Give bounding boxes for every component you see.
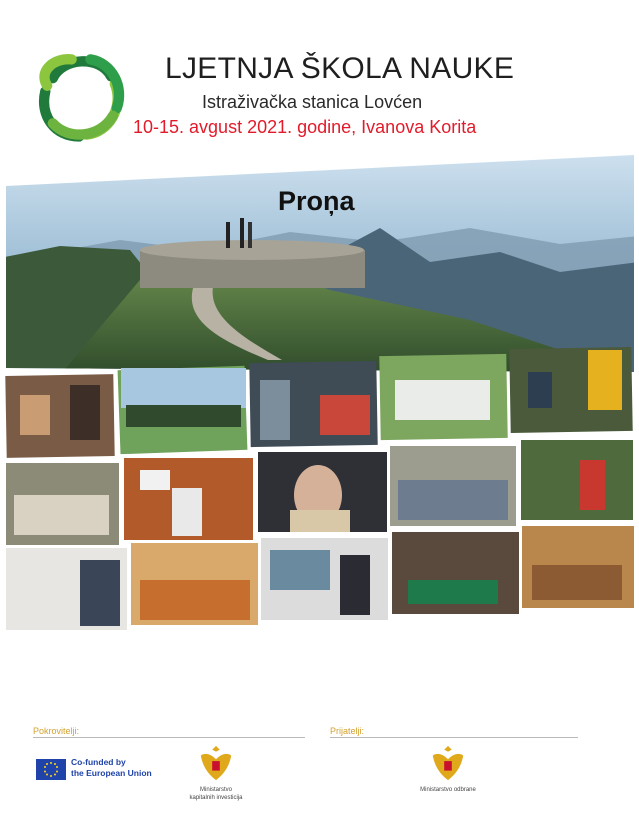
ministry-defence-caption: Ministarstvo odbrane: [420, 787, 476, 793]
page-title: LJETNJA ŠKOLA NAUKE: [165, 52, 515, 85]
patrons-rule: [33, 737, 305, 738]
montenegro-crest-icon: [197, 742, 235, 784]
patrons-label: Pokrovitelji:: [33, 726, 80, 736]
eu-flag-icon: [36, 759, 66, 780]
collage-photos: [5, 347, 634, 630]
page-subtitle: Istraživačka stanica Lovćen: [202, 92, 423, 112]
eu-cofunded-text: Co-funded by the European Union: [71, 757, 152, 778]
mountain-banner: [0, 150, 639, 375]
brand-wordmark: Proņa: [278, 186, 355, 216]
ministry-capital-investments-caption: Ministarstvo kapitalnih investicija: [189, 787, 243, 801]
event-dateline: 10-15. avgust 2021. godine, Ivanova Korita: [133, 117, 477, 137]
montenegro-crest-icon: [429, 742, 467, 784]
friends-rule: [330, 737, 578, 738]
friends-label: Prijatelji:: [330, 726, 365, 736]
